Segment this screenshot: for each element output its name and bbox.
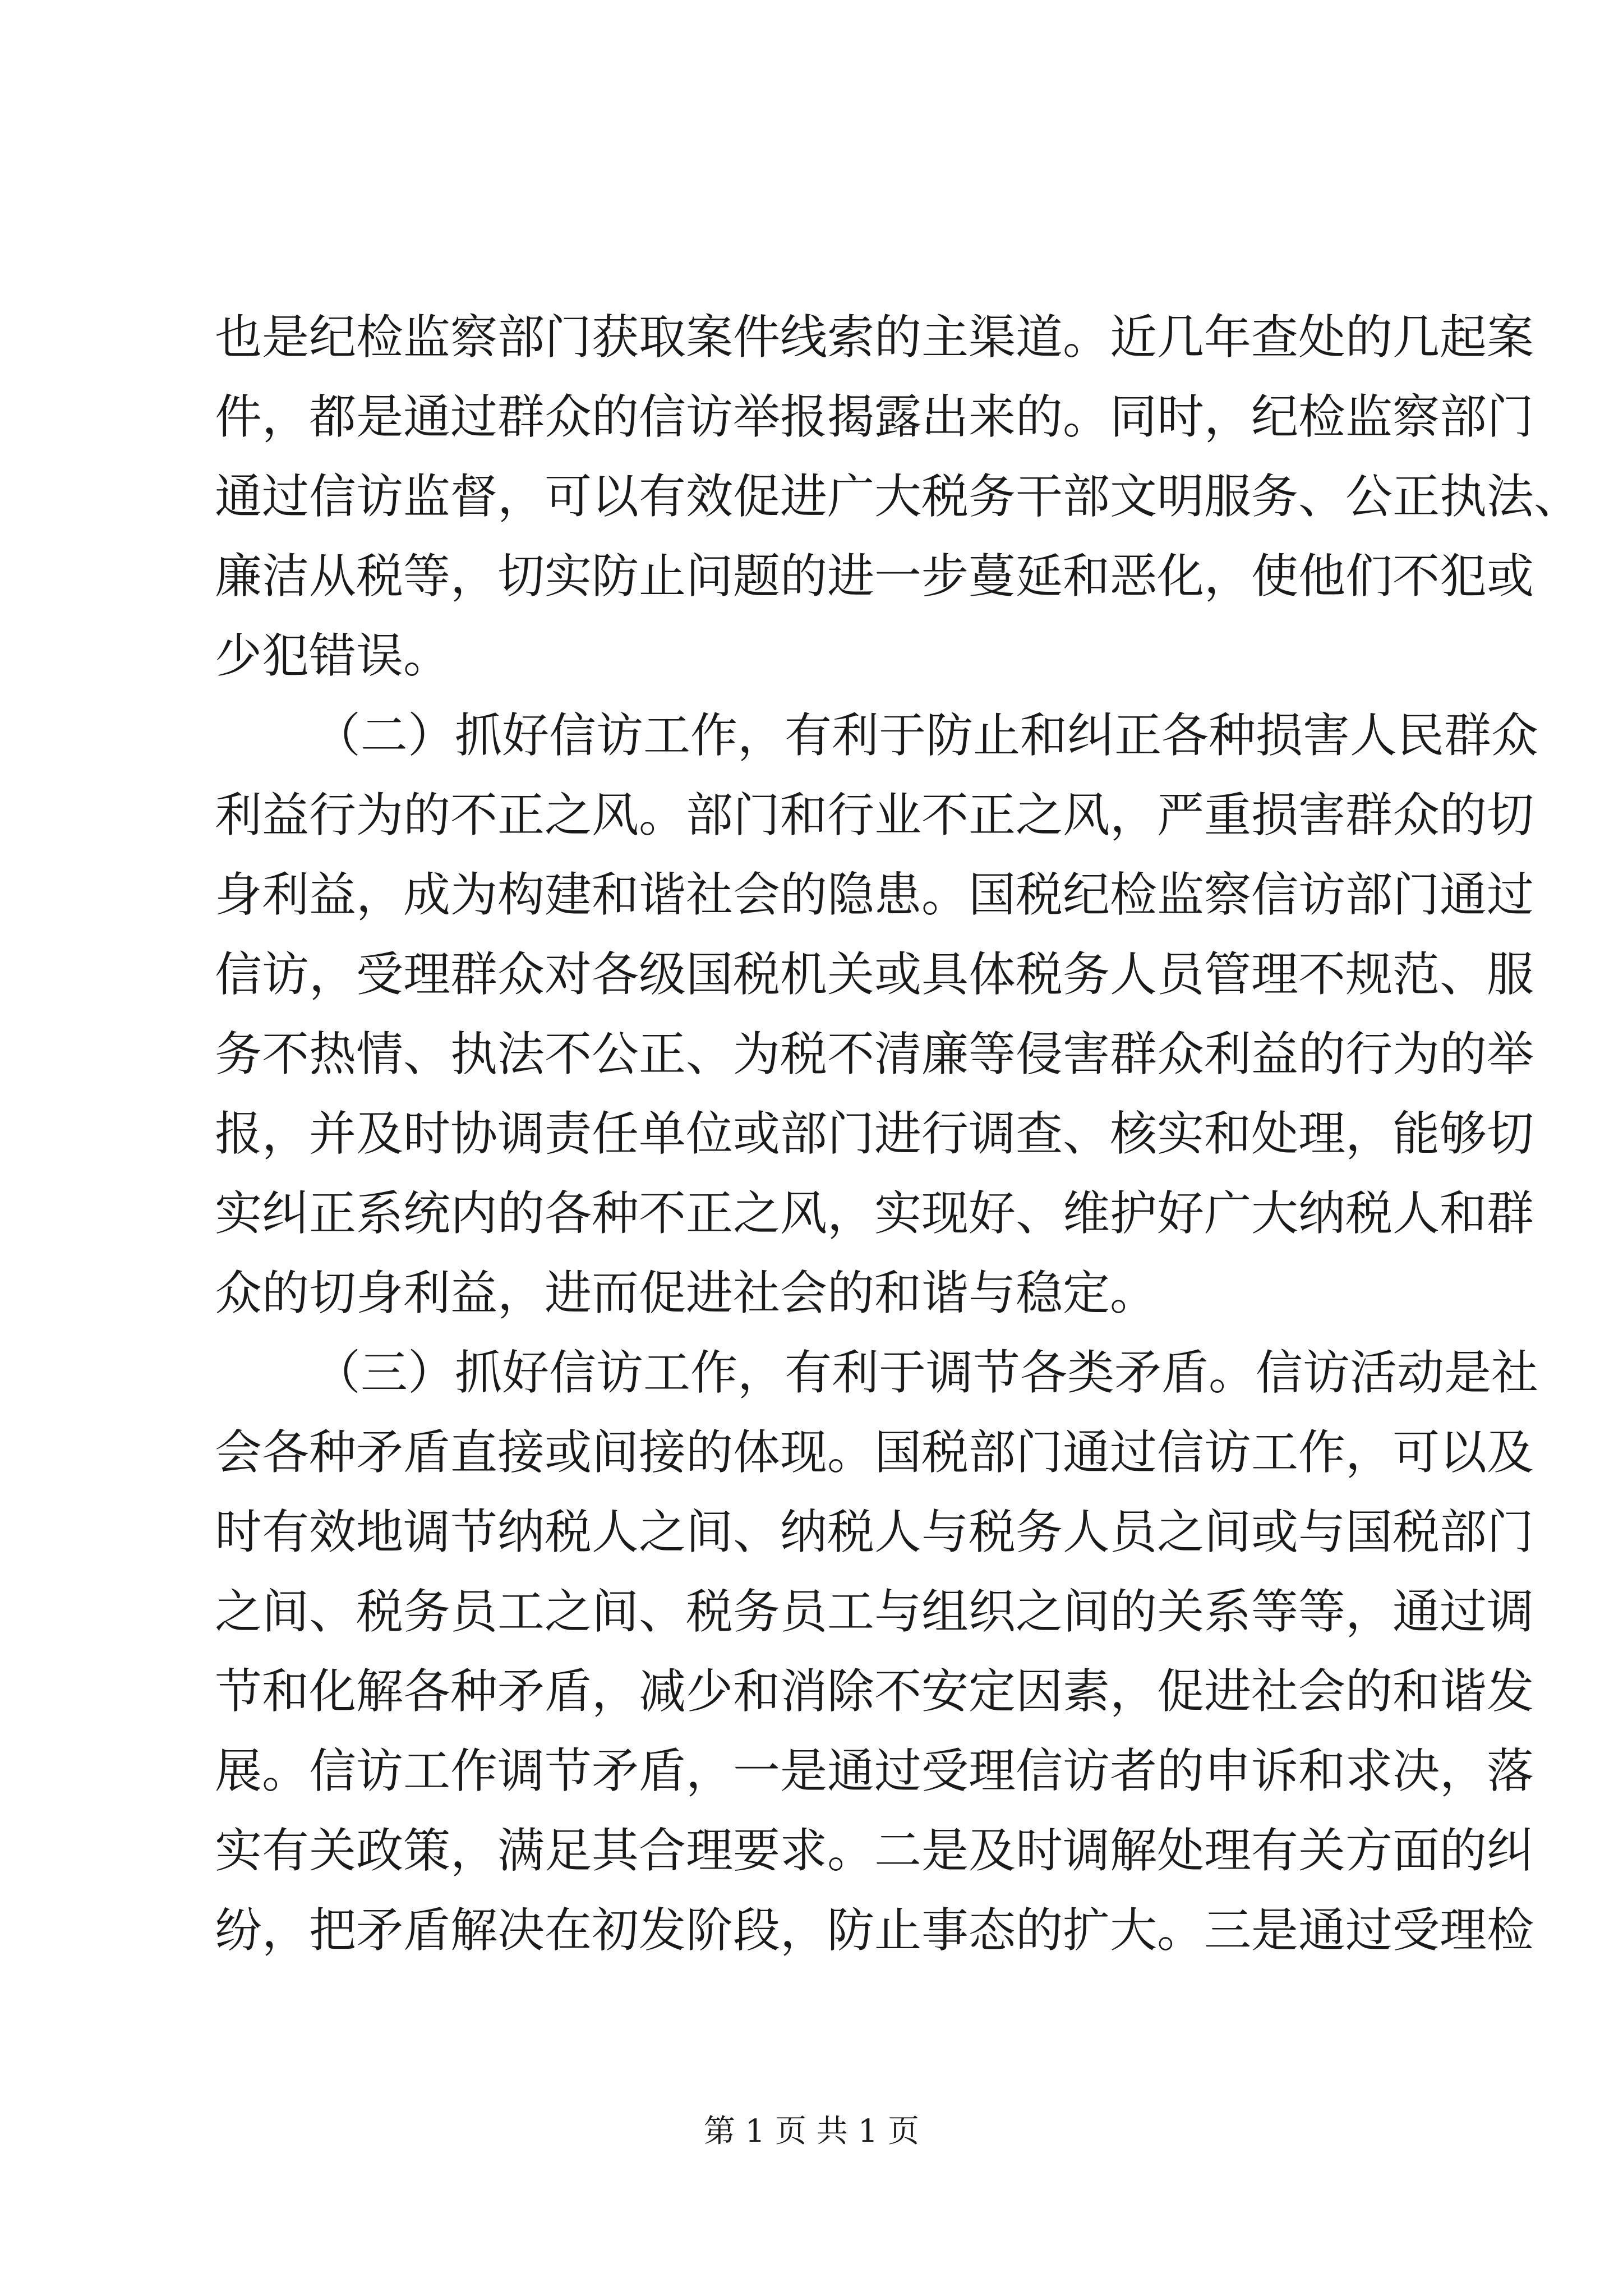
text-line: 通过信访监督，可以有效促进广大税务干部文明服务、公正执法、: [215, 469, 1581, 524]
paragraph-start-line: （二）抓好信访工作，有利于防止和纠正各种损害人民群众: [313, 708, 1539, 763]
text-line: 之间、税务员工之间、税务员工与组织之间的关系等等，通过调: [215, 1584, 1534, 1639]
text-line: 实有关政策，满足其合理要求。二是及时调解处理有关方面的纠: [215, 1823, 1534, 1878]
text-line: 展。信访工作调节矛盾，一是通过受理信访者的申诉和求决，落: [215, 1743, 1534, 1798]
text-line: 少犯错误。: [215, 628, 451, 683]
paragraph-start-line: （三）抓好信访工作，有利于调节各类矛盾。信访活动是社: [313, 1345, 1539, 1400]
text-line: 利益行为的不正之风。部门和行业不正之风，严重损害群众的切: [215, 788, 1534, 843]
document-body: [215, 297, 1581, 1970]
text-line: 报，并及时协调责任单位或部门进行调查、核实和处理，能够切: [215, 1106, 1534, 1161]
text-line: 务不热情、执法不公正、为税不清廉等侵害群众利益的行为的举: [215, 1027, 1534, 1082]
text-line: 时有效地调节纳税人之间、纳税人与税务人员之间或与国税部门: [215, 1504, 1534, 1559]
text-line: 众的切身利益，进而促进社会的和谐与稳定。: [215, 1266, 1158, 1320]
text-line: 节和化解各种矛盾，减少和消除不安定因素，促进社会的和谐发: [215, 1664, 1534, 1719]
text-line: 实纠正系统内的各种不正之风，实现好、维护好广大纳税人和群: [215, 1186, 1534, 1241]
text-line: 廉洁从税等，切实防止问题的进一步蔓延和恶化，使他们不犯或: [215, 549, 1534, 604]
text-line: 纷，把矛盾解决在初发阶段，防止事态的扩大。三是通过受理检: [215, 1903, 1534, 1958]
page-footer: [0, 2112, 1623, 2151]
text-line: 件，都是通过群众的信访举报揭露出来的。同时，纪检监察部门: [215, 389, 1534, 444]
text-line: 信访，受理群众对各级国税机关或具体税务人员管理不规范、服: [215, 947, 1534, 1002]
text-line: 会各种矛盾直接或间接的体现。国税部门通过信访工作，可以及: [215, 1425, 1534, 1480]
page-number-label: 第 1 页 共 1 页: [703, 2113, 920, 2150]
text-line: 身利益，成为构建和谐社会的隐患。国税纪检监察信访部门通过: [215, 867, 1534, 922]
text-line: 也是纪检监察部门获取案件线索的主渠道。近几年查处的几起案: [215, 310, 1534, 365]
